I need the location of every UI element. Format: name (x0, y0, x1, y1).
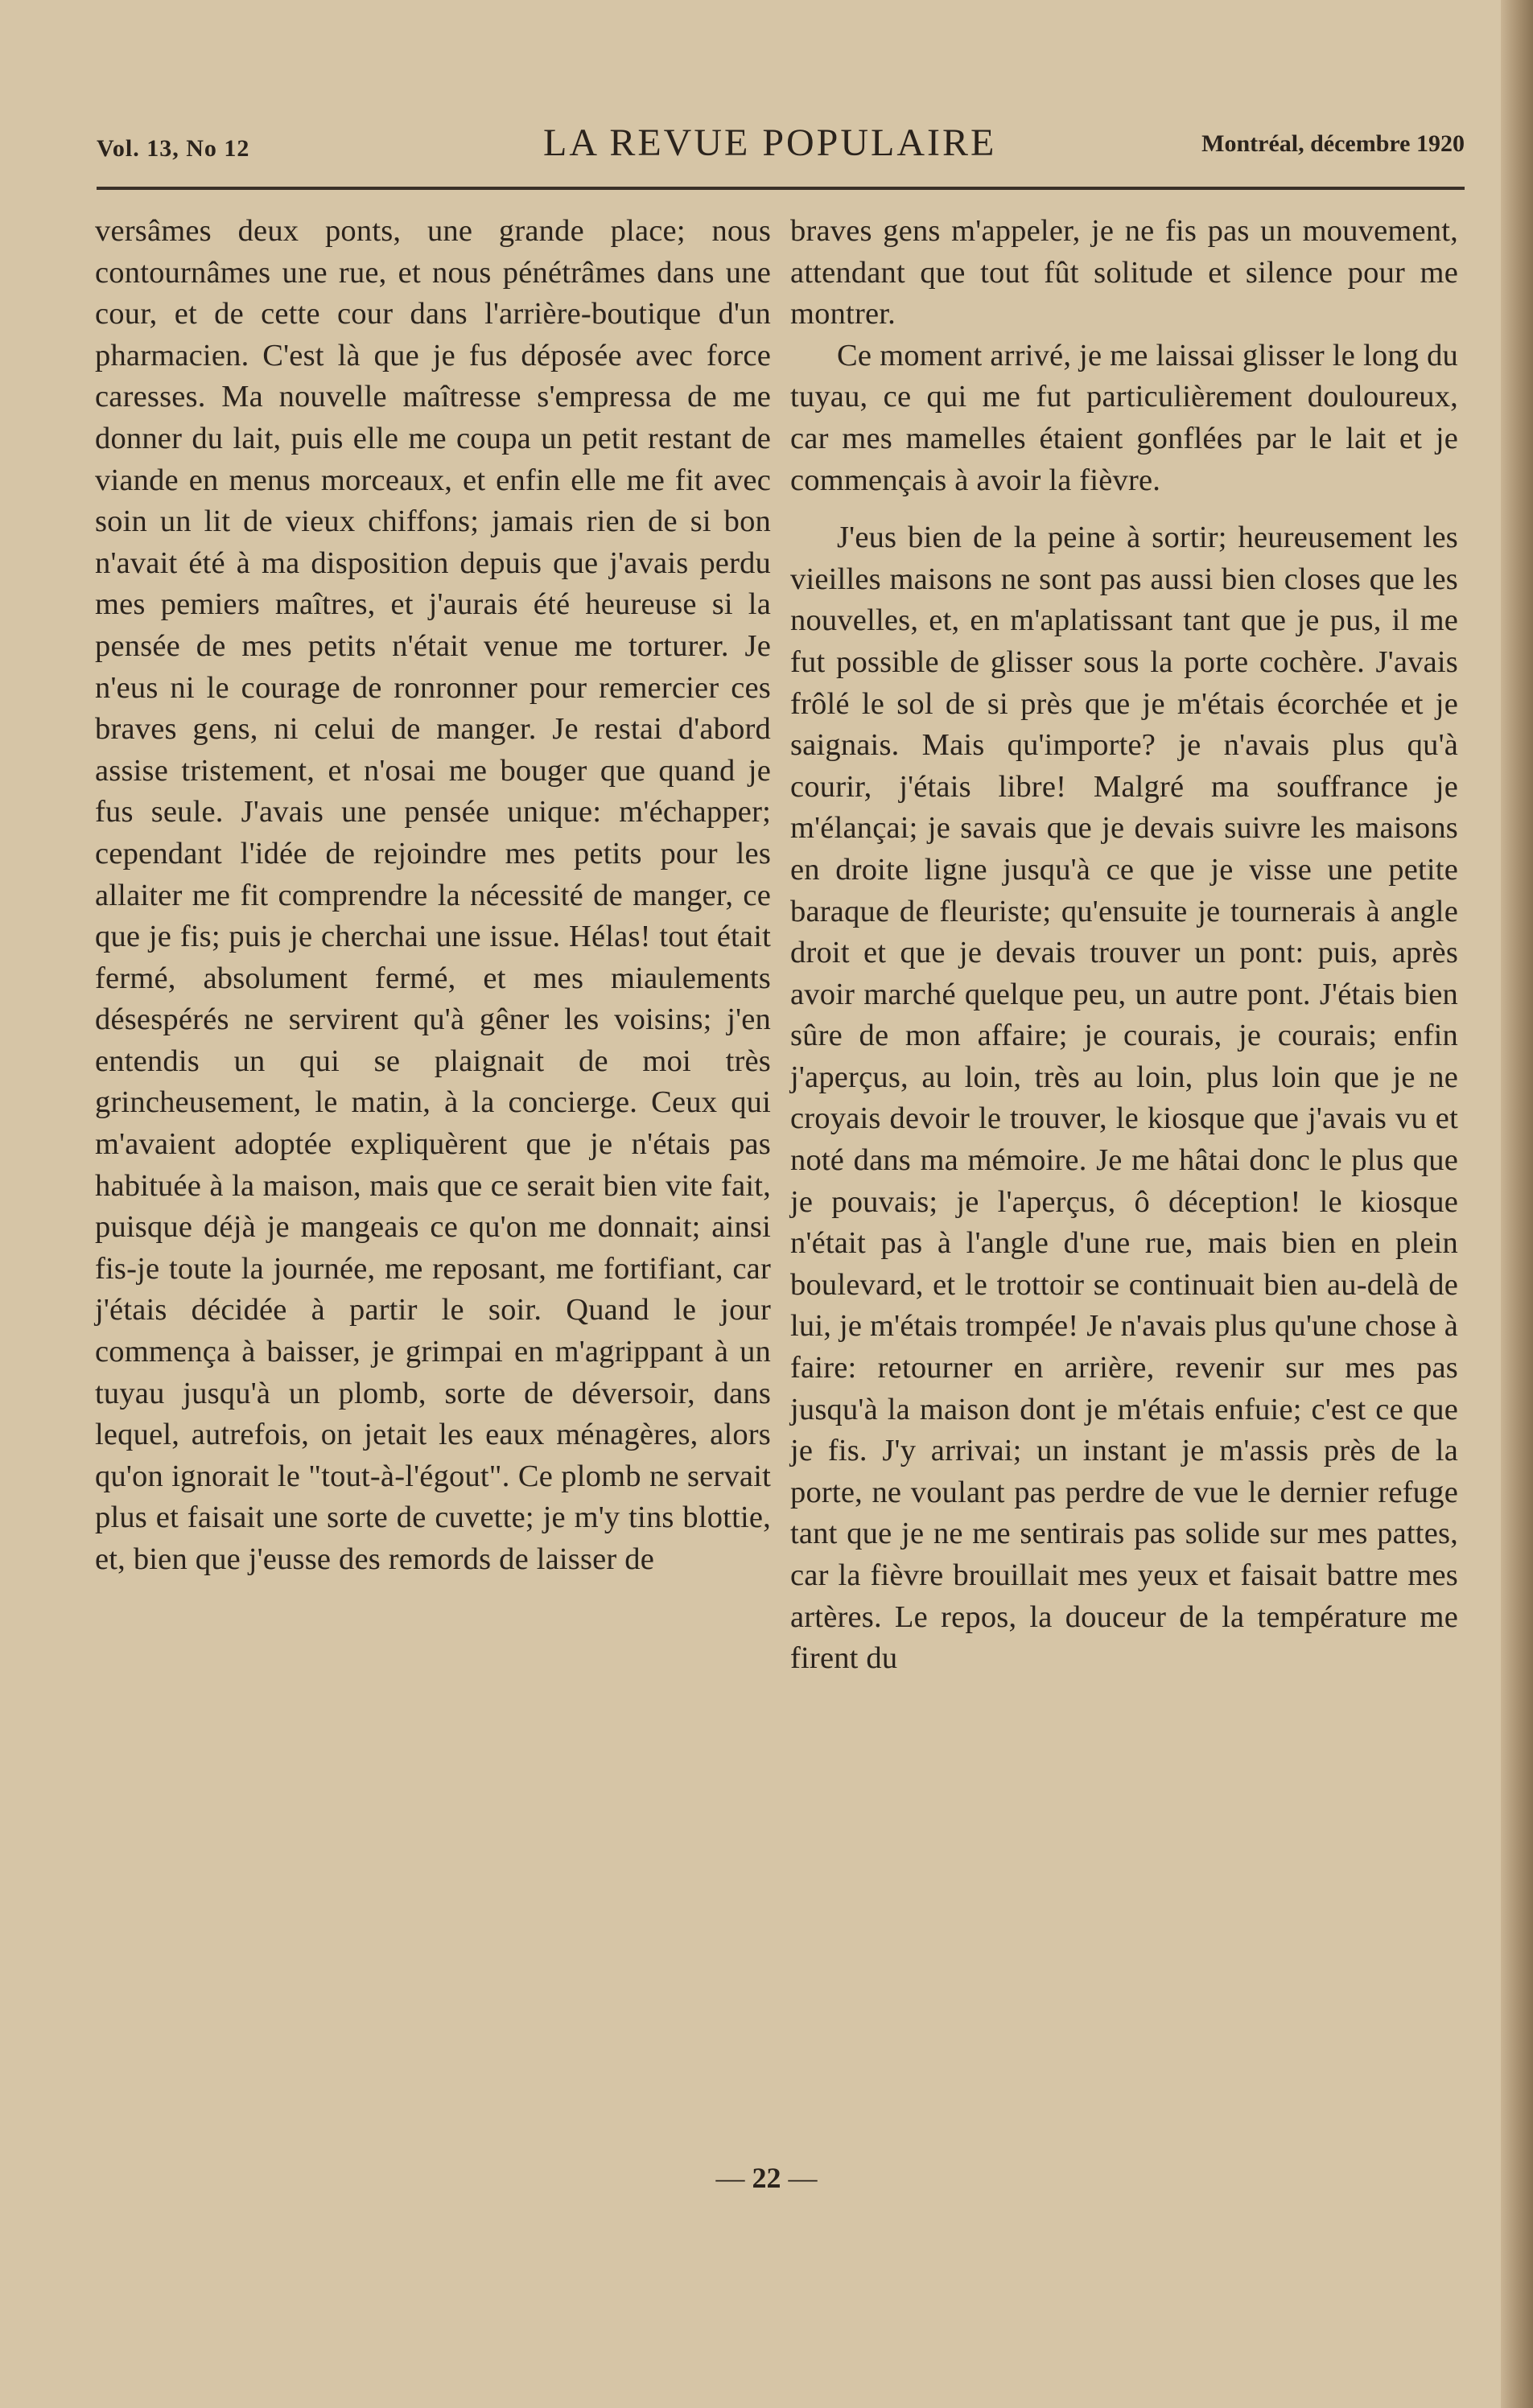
left-paragraph-1: versâmes deux ponts, une grande place; nous contournâmes une rue, et nous pénétrâmes dans une cour, et de cette cour dans l'arrière-boutique d'un pharmacien. C'est là que je fus déposée avec force caresses. Ma nouvelle maîtresse s'empressa de me donner du lait, puis elle me coupa un petit restant de viande en menus morceaux, et enfin elle me fit avec soin un lit de vieux chiffons; jamais rien de si bon n'avait été à ma disposition depuis que j'avais perdu mes pemiers maîtres, et j'aurais été heureuse si la pensée de mes petits n'était venue me torturer. Je n'eus ni le courage de ronronner pour remercier ces braves gens, ni celui de manger. Je restai d'abord assise tristement, et n'osai me bouger que quand je fus seule. J'avais une pensée unique: m'échapper; cependant l'idée de rejoindre mes petits pour les allaiter me fit comprendre la nécessité de manger, ce que je fis; puis je cherchai une issue. Hélas! tout était fermé, absolument fermé, et mes miaulements désespérés ne servirent qu'à gêner les voisins; j'en entendis un qui se plaignait de moi très grincheusement, le matin, à la concierge. Ceux qui m'avaient adoptée expliquèrent que je n'étais pas habituée à la maison, mais que ce serait bien vite fait, puisque déjà je mangeais ce qu'on me donnait; ainsi fis-je toute la journée, me reposant, me fortifiant, car j'étais décidée à partir le soir. Quand le jour commença à baisser, je grimpai en m'agrippant à un tuyau jusqu'à un plomb, sorte de déversoir, dans lequel, autrefois, on jetait les eaux ménagères, alors qu'on ignorait le "tout-à-l'égout". Ce plomb ne servait plus et faisait une sorte de cuvette; je m'y tins blottie, et, bien que j'eusse des remords de laisser de (95, 214, 771, 1576)
volume-number: Vol. 13, No 12 (97, 135, 250, 162)
right-paragraph-1: braves gens m'appeler, je ne fis pas un mouvement, attendant que tout fût solitude et silence pour me montrer. (790, 214, 1458, 331)
footer-dash-right: — (788, 2162, 818, 2194)
page-header (97, 121, 1465, 177)
left-column (95, 211, 771, 1581)
page-footer (0, 2161, 1533, 2195)
right-paragraph-3: J'eus bien de la peine à sortir; heureusement les vieilles maisons ne sont pas aussi bien closes que les nouvelles, et, en m'aplatissant tant que je pus, il me fut possible de glisser sous la porte cochère. J'avais frôlé le sol de si près que je m'étais écorchée et je saignais. Mais qu'importe? je n'avais plus qu'à courir, j'étais libre! Malgré ma souffrance je m'élançai; je savais que je devais suivre les maisons en droite ligne jusqu'à ce que je visse une petite baraque de fleuriste; qu'ensuite je tournerais à angle droit et que je devais trouver un pont: puis, après avoir marché quelque peu, un autre pont. J'étais bien sûre de mon affaire; je courais, je courais; enfin j'aperçus, au loin, très au loin, plus loin que je ne croyais devoir le trouver, le kiosque que j'avais vu et noté dans ma mémoire. Je me hâtai donc le plus que je pouvais; je l'aperçus, ô déception! le kiosque n'était pas à l'angle d'une rue, mais bien en plein boulevard, et le trottoir se continuait bien au-delà de lui, je m'étais trompée! Je n'avais plus qu'une chose à faire: retourner en arrière, revenir sur mes pas jusqu'à la maison dont je m'étais enfuie; c'est ce que je fis. J'y arrivai; un instant je m'assis près de la porte, ne voulant pas perdre de vue le dernier refuge tant que je ne me sentirais pas solide sur mes pattes, car la fièvre brouillait mes yeux et faisait battre mes artères. Le repos, la douceur de la température me firent du (790, 521, 1458, 1676)
header-rule (97, 187, 1465, 190)
right-paragraph-2: Ce moment arrivé, je me laissai glisser le long du tuyau, ce qui me fut particulièrement douloureux, car mes mamelles étaient gonflées par le lait et je commençais à avoir la fièvre. (790, 338, 1458, 497)
publication-title: LA REVUE POPULAIRE (543, 121, 997, 164)
page-edge (1501, 0, 1533, 2408)
page-number: 22 (752, 2162, 781, 2194)
right-column (790, 211, 1458, 1680)
issue-date: Montréal, décembre 1920 (1201, 130, 1465, 157)
footer-dash-left: — (715, 2162, 745, 2194)
